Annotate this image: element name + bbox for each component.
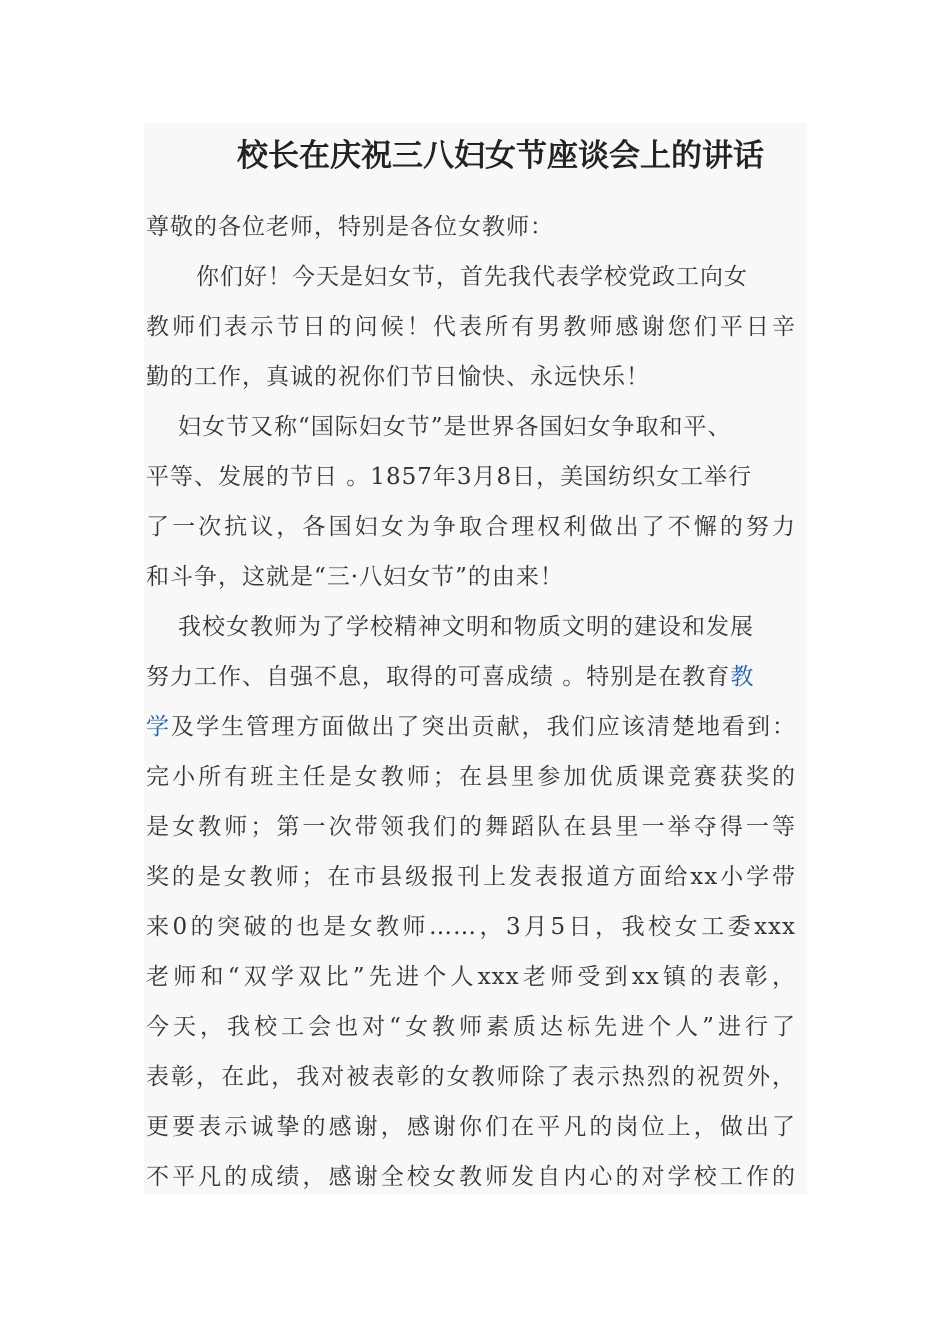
teaching-link-part-1[interactable]: 教 — [730, 664, 755, 690]
paragraph-line: 了一次抗议，各国妇女为争取合理权利做出了不懈的努力 — [146, 514, 796, 540]
paragraph-line: 更要表示诚挚的感谢，感谢你们在平凡的岗位上，做出了 — [146, 1114, 796, 1140]
paragraph-line: 妇女节又称“国际妇女节”是世界各国妇女争取和平、 — [178, 414, 732, 440]
paragraph-line: 你们好！今天是妇女节，首先我代表学校党政工向女 — [196, 264, 748, 290]
paragraph-line: 是女教师；第一次带领我们的舞蹈队在县里一举夺得一等 — [146, 814, 796, 840]
line-text: 努力工作、自强不息，取得的可喜成绩 。特别是在教育 — [146, 664, 731, 690]
line-text: 及学生管理方面做出了突出贡献，我们应该清楚地看到： — [171, 714, 797, 740]
paragraph-line: 我校女教师为了学校精神文明和物质文明的建设和发展 — [178, 614, 754, 640]
paragraph-line: 和斗争，这就是“三·八妇女节”的由来！ — [146, 564, 564, 590]
paragraph-line: 老师和“双学双比”先进个人xxx老师受到xx镇的表彰， — [146, 964, 796, 990]
paragraph-line — [146, 661, 754, 693]
salutation-line: 尊敬的各位老师，特别是各位女教师： — [146, 214, 554, 240]
paragraph-line: 奖的是女教师；在市县级报刊上发表报道方面给xx小学带 — [146, 864, 796, 890]
paragraph-line: 不平凡的成绩，感谢全校女教师发自内心的对学校工作的 — [146, 1164, 796, 1190]
paragraph-line: 勤的工作，真诚的祝你们节日愉快、永远快乐！ — [146, 364, 650, 390]
teaching-link-part-2[interactable]: 学 — [146, 714, 172, 740]
paragraph-line: 教师们表示节日的问候！代表所有男教师感谢您们平日辛 — [146, 314, 796, 340]
paragraph-line — [146, 711, 796, 743]
paragraph-line: 完小所有班主任是女教师；在县里参加优质课竞赛获奖的 — [146, 764, 796, 790]
paragraph-line: 来0的突破的也是女教师……，3月5日，我校女工委xxx — [146, 914, 796, 940]
document-title: 校长在庆祝三八妇女节座谈会上的讲话 — [237, 138, 764, 174]
paragraph-line: 今天，我校工会也对“女教师素质达标先进个人”进行了 — [146, 1014, 796, 1040]
document-page — [144, 123, 807, 1195]
paragraph-line: 平等、发展的节日 。1857年3月8日，美国纺织女工举行 — [146, 464, 753, 490]
paragraph-line: 表彰，在此，我对被表彰的女教师除了表示热烈的祝贺外， — [146, 1064, 796, 1090]
